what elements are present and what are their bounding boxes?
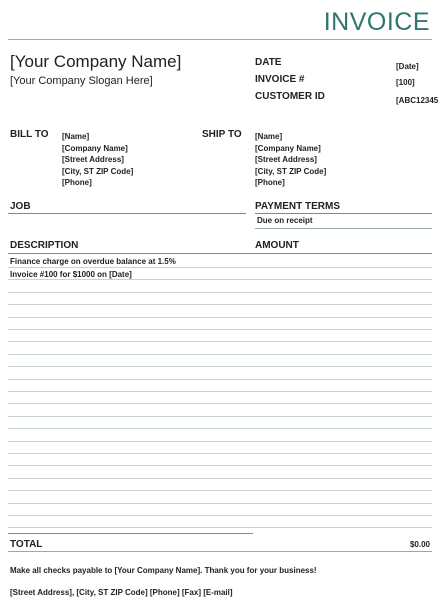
invoice-title: INVOICE	[323, 8, 430, 36]
invoice-number-value: [100]	[396, 78, 415, 87]
bill-to-phone: [Phone]	[62, 178, 92, 188]
customer-id-label: CUSTOMER ID	[255, 91, 325, 102]
bill-to-address	[62, 131, 133, 189]
table-row-line	[8, 317, 432, 318]
bill-to-street: [Street Address]	[62, 155, 124, 165]
table-row-line	[8, 366, 432, 367]
bill-to-city: [City, ST ZIP Code]	[62, 166, 134, 176]
total-value: $0.00	[409, 540, 430, 549]
bill-to-label: BILL TO	[10, 129, 49, 140]
total-underline	[8, 551, 432, 552]
table-row-line	[8, 453, 432, 454]
table-row-line	[8, 354, 432, 355]
table-row-line	[8, 341, 432, 342]
line-item-2: Invoice #100 for $1000 on [Date]	[10, 270, 132, 279]
payment-terms-label: PAYMENT TERMS	[255, 201, 341, 212]
ship-to-city: [City, ST ZIP Code]	[255, 166, 327, 176]
payment-note: Make all checks payable to [Your Company Name]. Thank you for your business!	[10, 566, 317, 575]
ship-to-label: SHIP TO	[202, 129, 242, 140]
date-label: DATE	[255, 57, 282, 68]
bill-to-company: [Company Name]	[62, 143, 128, 153]
payment-terms-value: Due on receipt	[257, 216, 313, 225]
company-name: [Your Company Name]	[10, 52, 182, 71]
ship-to-street: [Street Address]	[255, 155, 317, 165]
table-row-line	[8, 391, 432, 392]
table-row-line	[8, 379, 432, 380]
table-row-line	[8, 515, 432, 516]
table-row-line	[8, 292, 432, 293]
job-label: JOB	[10, 201, 31, 212]
amount-header: AMOUNT	[255, 240, 299, 251]
table-row-line	[8, 403, 432, 404]
table-row-line	[8, 428, 432, 429]
table-row-line	[8, 279, 432, 280]
total-label: TOTAL	[10, 539, 43, 550]
table-row-line	[8, 490, 432, 491]
ship-to-phone: [Phone]	[255, 178, 285, 188]
invoice-number-label: INVOICE #	[255, 74, 305, 85]
customer-id-value: [ABC12345	[396, 96, 439, 105]
table-row-line	[8, 329, 432, 330]
table-row-line	[8, 503, 432, 504]
table-row-line	[8, 304, 432, 305]
bill-to-name: [Name]	[62, 132, 90, 141]
header-divider	[8, 39, 432, 40]
table-header-underline	[8, 253, 432, 254]
total-rule-left	[8, 533, 253, 534]
table-row-line	[8, 478, 432, 479]
company-slogan: [Your Company Slogan Here]	[10, 75, 153, 87]
ship-to-company: [Company Name]	[255, 143, 321, 153]
table-row-line	[8, 416, 432, 417]
payment-terms-bottom-line	[255, 228, 432, 229]
contact-info: [Street Address], [City, ST ZIP Code] [Phone] [Fax] [E-mail]	[10, 588, 233, 597]
date-value: [Date]	[396, 62, 419, 71]
description-header: DESCRIPTION	[10, 240, 79, 251]
ship-to-address	[255, 131, 326, 189]
table-row-line	[8, 465, 432, 466]
table-row-line	[8, 527, 432, 528]
job-underline	[8, 213, 246, 214]
payment-terms-underline	[255, 213, 432, 214]
line-item-1: Finance charge on overdue balance at 1.5%	[10, 257, 176, 266]
ship-to-name: [Name]	[255, 132, 283, 141]
table-row-line	[8, 441, 432, 442]
table-row-line	[8, 267, 432, 268]
